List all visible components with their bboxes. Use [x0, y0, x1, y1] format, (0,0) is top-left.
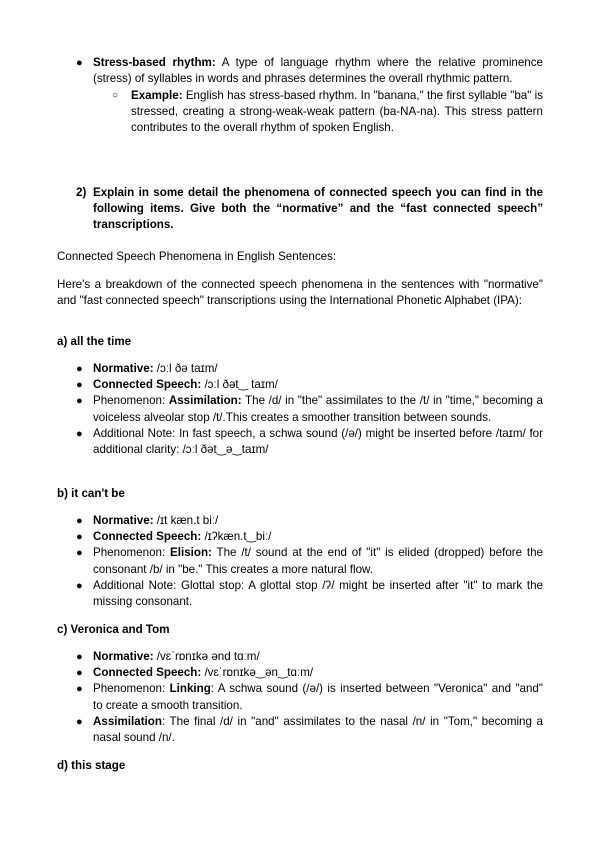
normative-label: Normative:: [93, 514, 154, 527]
question-text: Explain in some detail the phenomena of connected speech you can find in the following items. Give both the “normative” and the “fast connected speech” transcriptions.: [93, 186, 543, 232]
bullet-icon: ●: [76, 683, 83, 696]
bullet-icon: ●: [76, 531, 83, 544]
phenomenon-term: Linking: [169, 682, 211, 696]
intro-paragraph: Here's a breakdown of the connected speech phenomena in the sentences with "normative" and "fast connected speech" transcriptions using the International Phonetic Alphabet (IPA):: [57, 278, 543, 308]
bullet-icon: ●: [76, 515, 83, 527]
connected-label: Connected Speech:: [93, 378, 202, 392]
bullet-icon: ●: [76, 667, 83, 680]
item-a-list: [76, 361, 543, 458]
list-item: [76, 377, 543, 393]
list-item: [76, 513, 543, 529]
item-b-heading: b) it can't be: [57, 487, 125, 500]
list-item: [76, 578, 543, 610]
bullet-icon: ●: [76, 427, 83, 440]
list-item: [76, 361, 543, 377]
stress-rhythm-item: [93, 55, 543, 87]
bullet-icon: ●: [76, 363, 83, 375]
phenomenon-label: Phenomenon:: [93, 394, 169, 408]
connected-transcription: /ɔːl ðət‿ taɪm/: [201, 378, 278, 392]
connected-label: Connected Speech:: [93, 530, 202, 544]
phenomenon-text: The /d/ in "the" assimilates to the /t/ in "time," becoming a voiceless alveolar stop /t/.This creates a smoother transition between sounds.: [93, 394, 543, 424]
list-item: [76, 681, 543, 713]
bullet-icon: ●: [76, 395, 83, 408]
item-c-heading: c) Veronica and Tom: [57, 623, 170, 636]
item-c-list: [76, 649, 543, 746]
list-item: [76, 665, 543, 681]
normative-transcription: /ɔːl ðə taɪm/: [153, 362, 218, 375]
bullet-icon: ●: [76, 579, 83, 592]
assimilation-term: Assimilation: [93, 714, 162, 728]
list-item: [76, 426, 543, 458]
normative-transcription: /ɪt kæn.t biː/: [153, 514, 219, 527]
stress-rhythm-term: Stress-based rhythm:: [93, 56, 216, 69]
list-item: [76, 545, 543, 577]
item-a-heading: a) all the time: [57, 335, 132, 348]
stress-example-item: [131, 88, 543, 137]
item-d-heading: d) this stage: [57, 759, 126, 772]
circle-bullet-icon: ○: [112, 90, 119, 101]
connected-transcription: /ɪʔkæn.t‿biː/: [201, 530, 272, 544]
list-item: [76, 529, 543, 545]
list-item: [76, 649, 543, 665]
phenomenon-text: The /t/ sound at the end of "it" is elided (dropped) before the consonant /b/ in "be." This creates a more natural flow.: [93, 546, 544, 576]
phenomenon-label: Phenomenon:: [93, 546, 171, 560]
question-number: 2): [76, 186, 87, 199]
assimilation-text: : The final /d/ in "and" assimilates to the nasal /n/ in "Tom," becoming a nasal sound /n/.: [93, 714, 543, 745]
phenomenon-text: : A schwa sound (/ə/) is inserted between "Veronica" and "and" to create a smooth transition.: [93, 682, 543, 712]
phenomenon-term: Assimilation:: [168, 394, 242, 408]
stress-rhythm-text: A type of language rhythm where the relative prominence (stress) of syllables in words and phrases determines the overall rhythmic pattern.: [93, 56, 543, 86]
section-heading: Connected Speech Phenomena in English Sentences:: [57, 250, 337, 263]
bullet-icon: ●: [76, 547, 83, 560]
bullet-icon: ●: [76, 651, 83, 663]
normative-transcription: /vɛˈrɒnɪkə ənd tɑːm/: [153, 650, 260, 663]
bullet-icon: ●: [76, 715, 83, 728]
list-item: [76, 714, 543, 746]
connected-label: Connected Speech:: [93, 666, 202, 680]
phenomenon-label: Phenomenon:: [93, 682, 170, 696]
normative-label: Normative:: [93, 362, 154, 375]
phenomenon-term: Elision:: [170, 546, 212, 560]
connected-transcription: /vɛˈrɒnɪkə‿ən‿tɑːm/: [201, 666, 314, 680]
additional-note: Additional Note: Glottal stop: A glottal stop /ʔ/ might be inserted after "it" to mark the missing consonant.: [93, 578, 543, 609]
bullet-icon: ●: [76, 57, 83, 69]
list-item: [76, 393, 543, 425]
normative-label: Normative:: [93, 650, 154, 663]
example-text: English has stress-based rhythm. In "banana," the first syllable "ba" is stressed, creating a strong-weak-weak pattern (ba-NA-na). This stress pattern contributes to the overall rhythm of spoken English.: [131, 89, 543, 135]
item-b-list: [76, 513, 543, 610]
additional-note: Additional Note: In fast speech, a schwa sound (/ə/) might be inserted before /taɪm/ for additional clarity: /ɔːl ðət‿ə‿taɪm/: [93, 426, 543, 457]
bullet-icon: ●: [76, 379, 83, 392]
example-term: Example:: [131, 89, 183, 102]
